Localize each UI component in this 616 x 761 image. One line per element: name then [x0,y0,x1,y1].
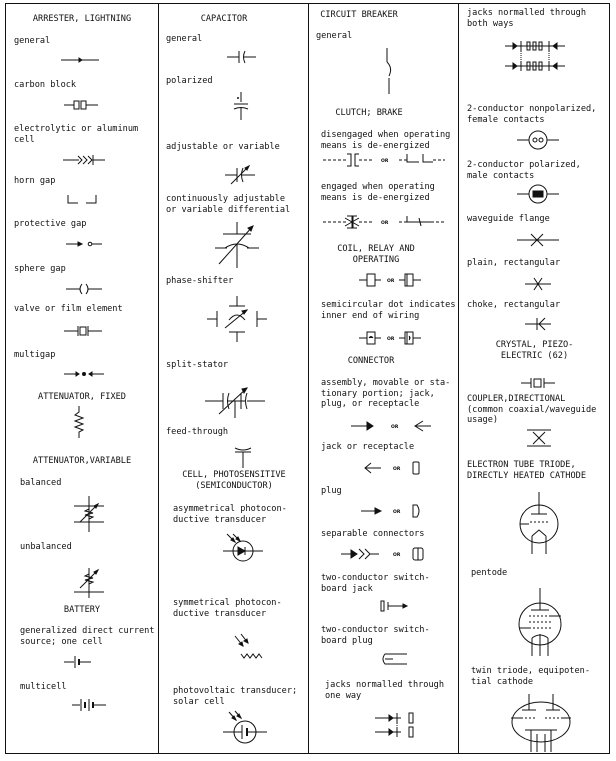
attenuator-fixed-heading: ATTENUATOR, FIXED [38,392,126,402]
feed-through-symbol [233,446,253,468]
photovoltaic-symbol [223,710,267,746]
carbon-block-symbol [64,100,100,110]
feed-through-label: feed-through [166,427,229,437]
split-stator-symbol [205,384,265,418]
jacks-both-ways-label: jacks normalled through both ways [467,8,586,29]
plug-label: plug [321,486,342,496]
switchboard-plug-symbol [379,650,409,668]
connector-assembly-symbol [351,420,431,432]
switchboard-jack-label: two-conductor switch- board jack [321,573,430,594]
phase-shifter-label: phase-shifter [166,276,234,286]
horn-gap-symbol [66,193,100,205]
symmetrical-photoconductive-symbol [233,632,267,660]
electron-tube-triode-label: ELECTRON TUBE TRIODE, DIRECTLY HEATED CATHODE [467,460,586,481]
split-stator-label: split-stator [166,360,229,370]
valve-film-symbol [64,325,104,337]
separable-connectors-label: separable connectors [321,529,425,539]
or-label: OR [393,467,401,472]
disengaged-label: disengaged when operating means is de-energized [321,130,451,151]
continuously-adjustable-label: continuously adjustable or variable differential [166,194,291,215]
adjustable-capacitor-symbol [225,164,257,186]
carbon-block-label: carbon block [14,80,77,90]
balanced-label: balanced [20,478,62,488]
sphere-gap-label: sphere gap [14,264,66,274]
symbol-chart [5,3,610,754]
balanced-attenuator-symbol [74,496,104,532]
circuit-breaker-heading: CIRCUIT BREAKER [320,10,398,20]
or-label: OR [381,159,389,164]
triode-tube-symbol [517,492,561,554]
jack-receptacle-symbol [361,461,423,475]
jacks-one-way-symbol [375,710,419,740]
electrolytic-cell-label: electrolytic or aluminum cell [14,124,139,145]
jacks-both-ways-symbol [505,38,565,76]
valve-film-label: valve or film element [14,304,123,314]
battery-multicell-symbol [72,698,108,712]
crystal-piezo-heading: CRYSTAL, PIEZO- ELECTRIC (62) [495,340,574,361]
or-label: OR [387,279,395,284]
nonpolarized-female-symbol [517,130,559,150]
choke-rectangular-label: choke, rectangular [467,300,561,310]
or-label: OR [387,337,395,342]
switchboard-plug-label: two-conductor switch- board plug [321,625,430,646]
polarized-label: polarized [166,76,213,86]
engaged-label: engaged when operating means is de-energized [321,182,435,203]
semicircular-dot-label: semicircular dot indicates inner end of wiring [321,300,456,321]
attenuator-variable-heading: ATTENUATOR,VARIABLE [32,456,132,466]
plug-symbol [361,504,423,518]
arrester-general-symbol [61,56,101,64]
or-label: OR [381,221,389,226]
horn-gap-label: horn gap [14,176,56,186]
asymmetrical-label: asymmetrical photocon- ductive transducer [173,504,287,525]
choke-rectangular-symbol [525,316,551,332]
twin-triode-label: twin triode, equipoten- tial cathode [471,666,590,687]
capacitor-heading: CAPACITOR [200,14,248,24]
differential-capacitor-symbol [215,222,259,268]
plain-rectangular-symbol [525,276,551,292]
protective-gap-label: protective gap [14,219,87,229]
protective-gap-symbol [66,240,104,248]
photovoltaic-label: photovoltaic transducer; solar cell [173,686,298,707]
twin-triode-symbol [507,694,575,752]
clutch-disengaged-symbol [323,152,447,168]
electrolytic-cell-symbol [63,154,107,166]
asymmetrical-photoconductive-symbol [223,534,263,564]
column-jacks-crystal-coupler-tube [458,4,610,753]
arrester-lightning-heading: ARRESTER, LIGHTNING [32,14,132,24]
capacitor-general-label: general [166,34,203,44]
jack-receptacle-label: jack or receptacle [321,442,415,452]
clutch-engaged-symbol [323,214,447,230]
battery-heading: BATTERY [63,605,101,615]
multigap-label: multigap [14,350,56,360]
polarized-male-label: 2-conductor polarized, male contacts [467,160,581,181]
cell-photosensitive-heading: CELL, PHOTOSENSITIVE (SEMICONDUCTOR) [182,470,286,491]
attenuator-fixed-symbol [72,406,86,438]
clutch-brake-heading: CLUTCH; BRAKE [335,108,403,118]
column-arrester-attenuator-battery [6,4,158,753]
breaker-general-label: general [316,31,353,41]
unbalanced-label: unbalanced [20,542,72,552]
directional-coupler-symbol [527,428,551,448]
plain-rectangular-label: plain, rectangular [467,258,561,268]
symmetrical-label: symmetrical photocon- ductive transducer [173,598,282,619]
crystal-piezo-symbol [521,376,555,390]
circuit-breaker-symbol [381,48,397,94]
coil-relay-symbol [359,272,429,288]
or-label: OR [391,425,399,430]
battery-general-label: generalized direct current source; one cell [20,626,155,647]
jacks-one-way-label: jacks normalled through one way [325,680,444,701]
coupler-directional-label: COUPLER,DIRECTIONAL (common coaxial/waveguide usage) [467,394,597,425]
assembly-label: assembly, movable or sta- tionary portion; jack, plug, or receptacle [321,378,451,409]
sphere-gap-symbol [66,283,104,295]
nonpolarized-label: 2-conductor nonpolarized, female contacts [467,104,597,125]
multicell-label: multicell [20,682,67,692]
polarized-capacitor-symbol [233,92,249,120]
pentode-label: pentode [471,568,508,578]
coil-relay-heading: COIL, RELAY AND OPERATING [337,244,415,265]
polarized-male-symbol [517,184,559,204]
arrester-general-label: general [14,36,51,46]
connector-heading: CONNECTOR [347,356,395,366]
column-breaker-clutch-coil-connector [308,4,459,753]
phase-shifter-symbol [207,296,267,342]
pentode-tube-symbol [515,588,565,656]
switchboard-jack-symbol [379,599,409,613]
column-capacitor-cell [158,4,309,753]
or-label: OR [393,510,401,515]
adjustable-label: adjustable or variable [166,142,280,152]
waveguide-flange-symbol [517,232,559,248]
or-label: OR [393,553,401,558]
unbalanced-attenuator-symbol [74,568,104,598]
semicircular-dot-symbol [359,330,429,346]
waveguide-flange-label: waveguide flange [467,214,550,224]
capacitor-general-symbol [227,50,257,64]
multigap-symbol [64,370,106,378]
separable-connectors-symbol [341,546,431,562]
battery-one-cell-symbol [64,655,92,669]
